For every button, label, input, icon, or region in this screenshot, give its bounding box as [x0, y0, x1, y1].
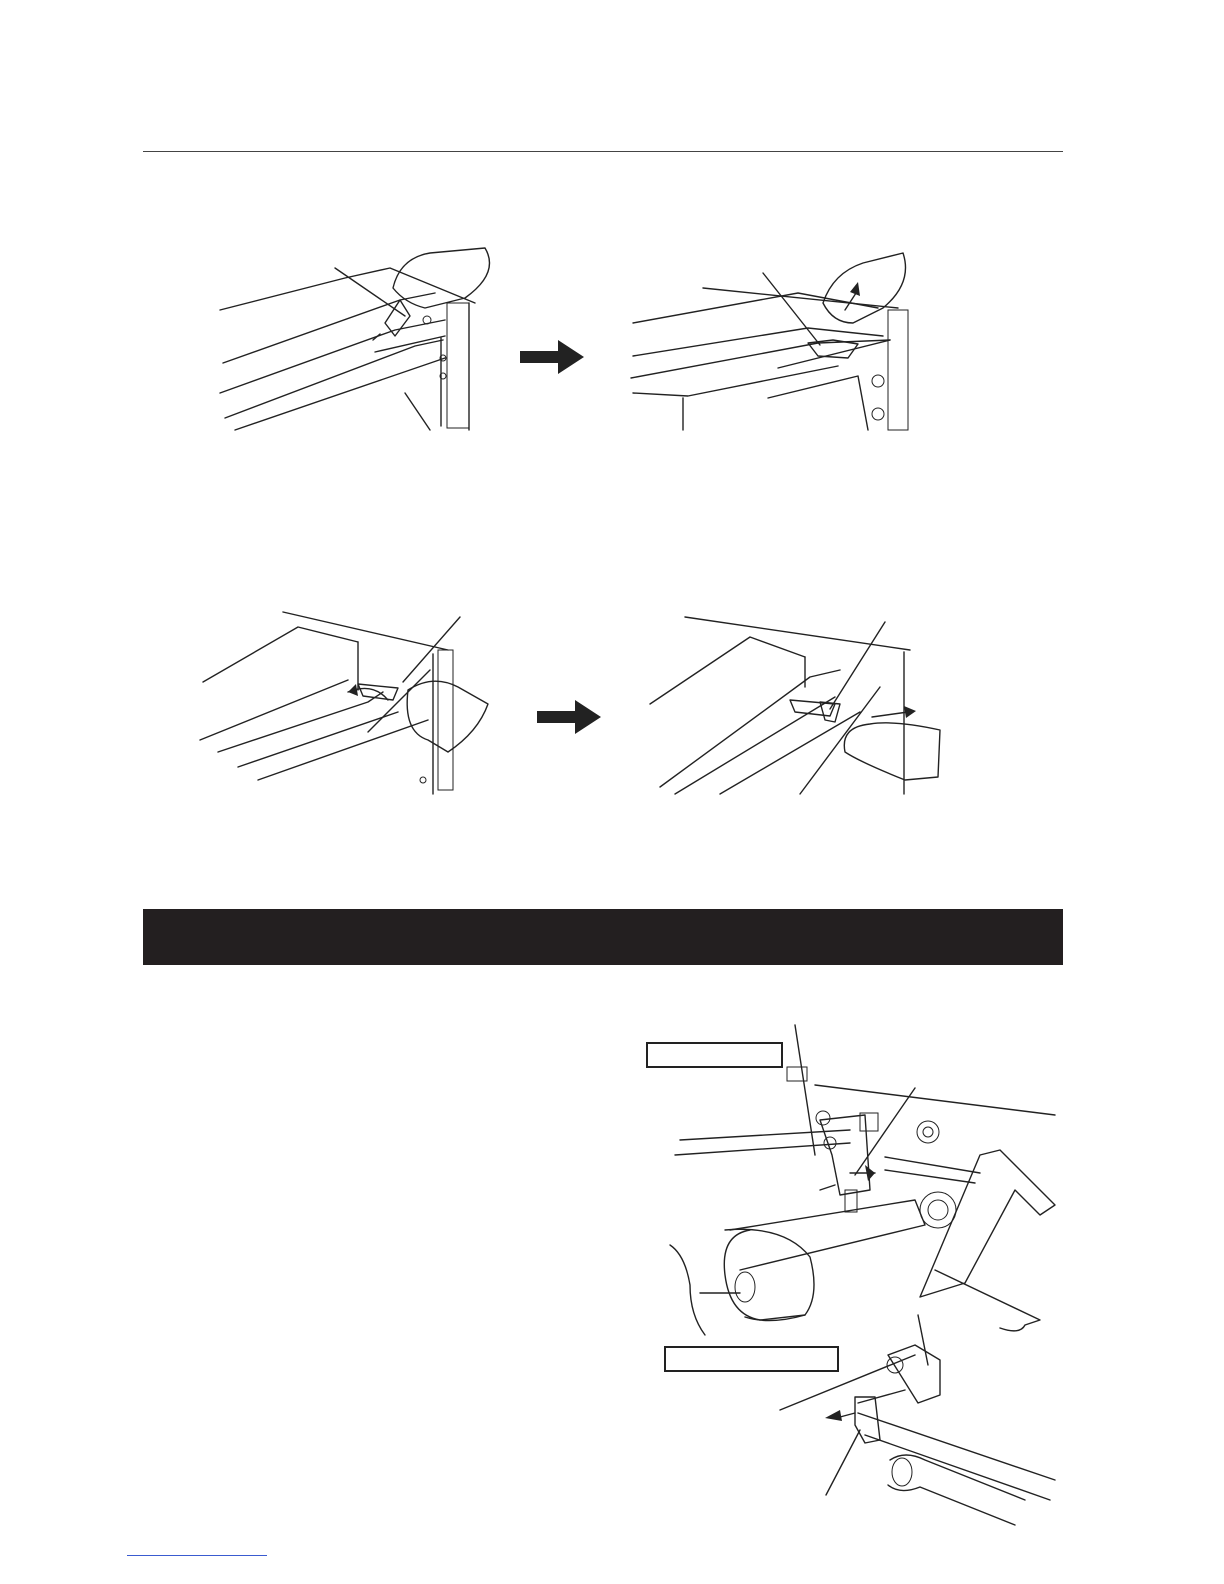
- arrow-right-icon: [537, 700, 601, 734]
- roller-mechanism-illustration: [660, 1025, 1060, 1555]
- hand-pressing-lever-illustration: [215, 248, 505, 433]
- footer-link-underline[interactable]: [127, 1555, 267, 1556]
- figure-roller-mechanism: [660, 1025, 1060, 1555]
- hand-rotating-lever-illustration: [198, 612, 498, 797]
- figure-lever-rotate: [198, 612, 498, 797]
- section-header-bar: [143, 909, 1063, 965]
- figure-lever-pull: [640, 612, 950, 797]
- arrow-right-icon: [520, 340, 584, 374]
- hand-lifting-lever-illustration: [628, 248, 918, 433]
- hand-pulling-lever-illustration: [640, 612, 950, 797]
- header-rule: [143, 151, 1063, 152]
- figure-lever-lift: [628, 248, 918, 433]
- figure-lever-press: [215, 248, 505, 433]
